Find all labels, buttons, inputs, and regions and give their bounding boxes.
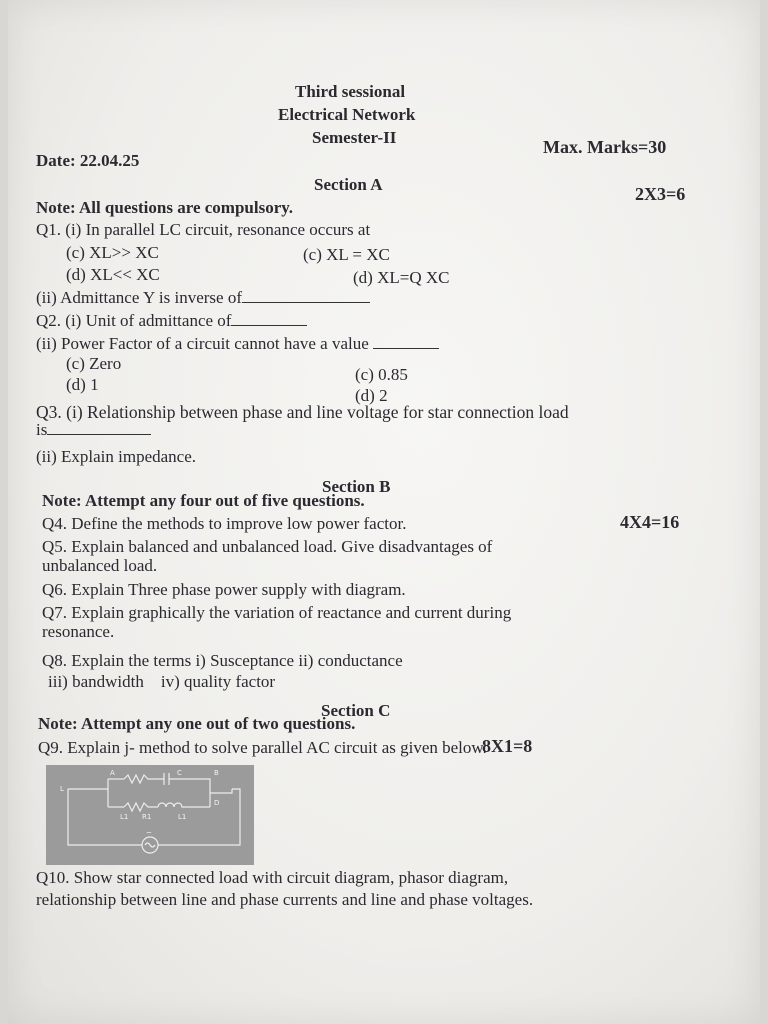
circuit-label: C [177, 769, 182, 777]
answer-blank [231, 325, 307, 326]
q5-text-cont: unbalanced load. [42, 556, 158, 575]
circuit-label: A [110, 769, 115, 777]
circuit-label: L1 [178, 813, 187, 821]
q2-sub-ii: (ii) Power Factor of a circuit cannot have a value [36, 334, 439, 354]
q10-text: Q10. Show star connected load with circuit diagram, phasor diagram, [36, 868, 509, 887]
q10-text-cont: relationship between line and phase currents and line and phase voltages. [36, 890, 534, 909]
section-b-marks: 4X4=16 [620, 512, 680, 532]
q7-text-cont: resonance. [42, 622, 115, 641]
section-a-marks: 2X3=6 [635, 184, 686, 204]
q2-option-a: (c) Zero [66, 354, 122, 373]
section-b-heading: Section B [322, 477, 391, 496]
q8-text-cont: iii) bandwidth iv) quality factor [48, 672, 276, 691]
section-a-note: Note: All questions are compulsory. [36, 198, 294, 217]
section-c-marks: 8X1=8 [482, 736, 533, 756]
section-c-note: Note: Attempt any one out of two questions. [38, 714, 356, 733]
q1-option-c: (d) XL<< XC [66, 265, 160, 284]
subject-name: Electrical Network [278, 105, 416, 124]
q2-option-b: (c) 0.85 [355, 365, 408, 384]
q2-option-c: (d) 1 [66, 375, 99, 394]
q3-text: Q3. (i) Relationship between phase and line voltage for star connection load [36, 402, 569, 422]
circuit-label: B [214, 769, 219, 777]
semester: Semester-II [312, 128, 397, 147]
q3-sub-ii: (ii) Explain impedance. [36, 447, 197, 466]
q1-sub-ii: (ii) Admittance Y is inverse of [36, 288, 370, 308]
section-a-heading: Section A [314, 175, 383, 194]
parallel-ac-circuit-diagram [46, 765, 254, 865]
circuit-label: L1 [120, 813, 129, 821]
q4-text: Q4. Define the methods to improve low power factor. [42, 514, 407, 533]
circuit-label: L [60, 785, 64, 793]
q2-option-d: (d) 2 [355, 386, 388, 405]
max-marks: Max. Marks=30 [543, 137, 667, 157]
answer-blank [373, 348, 439, 349]
q1-text: Q1. (i) In parallel LC circuit, resonance occurs at [36, 220, 371, 239]
q2-text: Q2. (i) Unit of admittance of [36, 311, 307, 331]
q8-text: Q8. Explain the terms i) Susceptance ii) conductance [42, 651, 403, 670]
exam-date: Date: 22.04.25 [36, 151, 140, 170]
q7-text: Q7. Explain graphically the variation of reactance and current during [42, 603, 512, 622]
q1-option-b: (c) XL = XC [303, 245, 390, 264]
answer-blank [242, 302, 370, 303]
circuit-svg [46, 765, 254, 865]
circuit-label: R1 [142, 813, 152, 821]
answer-blank [47, 434, 151, 435]
section-c-heading: Section C [321, 701, 391, 720]
q3-text-cont: is [36, 420, 151, 440]
q1-option-a: (c) XL>> XC [66, 243, 159, 262]
q6-text: Q6. Explain Three phase power supply with diagram. [42, 580, 406, 599]
q5-text: Q5. Explain balanced and unbalanced load. Give disadvantages of [42, 537, 493, 556]
exam-paper [8, 0, 760, 1024]
circuit-label: D [214, 799, 220, 807]
circuit-label: ~ [146, 829, 152, 837]
q9-text: Q9. Explain j- method to solve parallel AC circuit as given below. [38, 738, 487, 757]
q1-option-d: (d) XL=Q XC [353, 268, 450, 287]
exam-title: Third sessional [295, 82, 406, 101]
section-b-note: Note: Attempt any four out of five questions. [42, 491, 365, 510]
